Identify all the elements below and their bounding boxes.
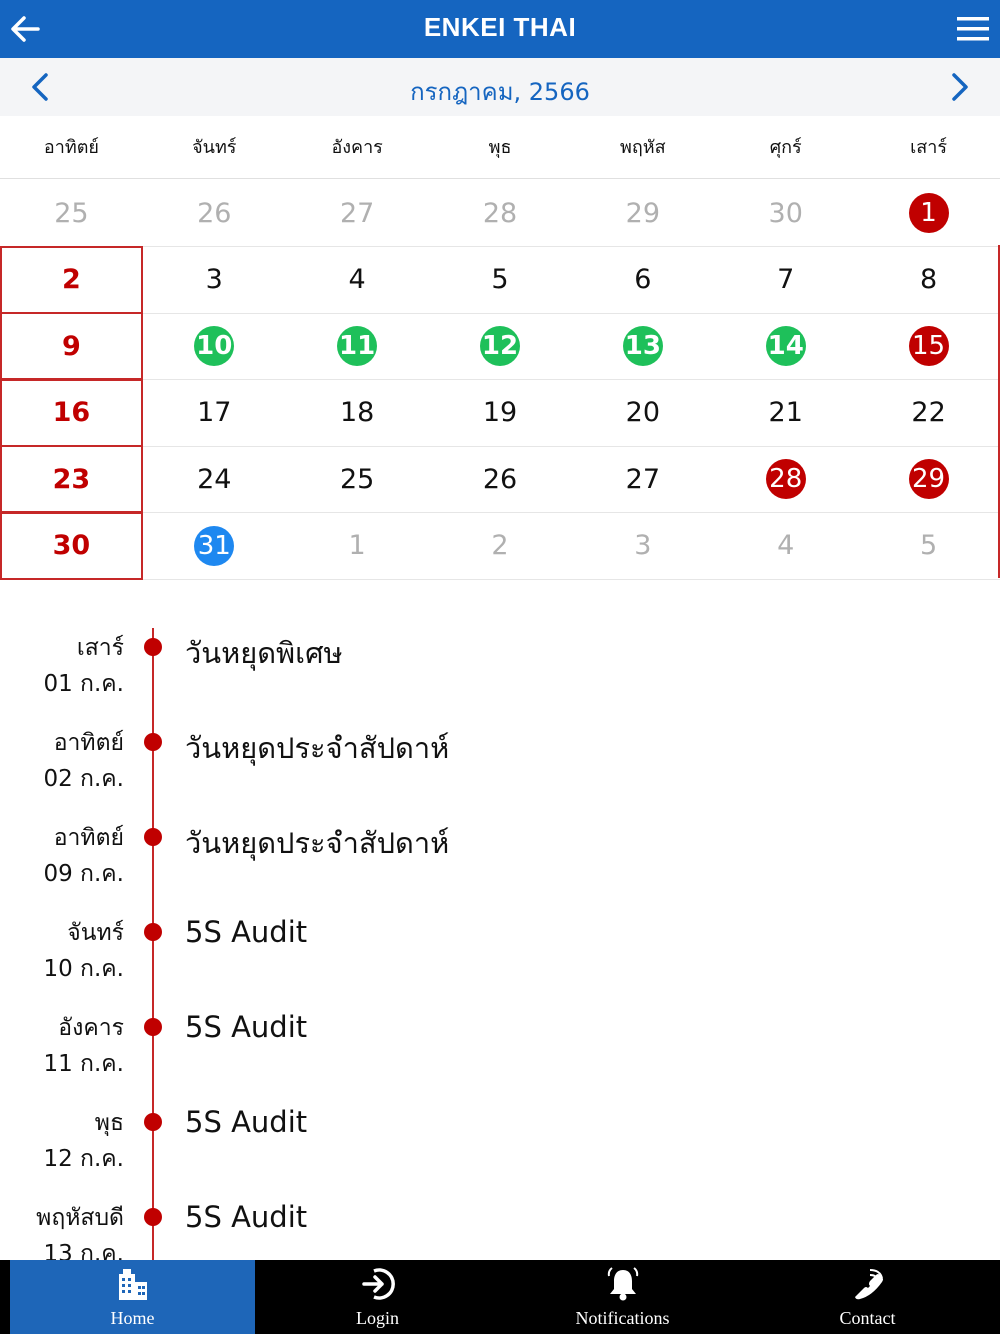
event-day-marker: 10 bbox=[194, 326, 234, 366]
weekday-label: พุธ bbox=[488, 137, 512, 158]
event-day-marker: 14 bbox=[766, 326, 806, 366]
calendar-day[interactable]: 30 bbox=[768, 197, 803, 229]
tab-label: Notifications bbox=[575, 1308, 670, 1328]
chevron-right-icon[interactable] bbox=[944, 70, 974, 104]
calendar-day[interactable]: 27 bbox=[339, 197, 375, 229]
calendar-day[interactable]: 4 bbox=[777, 530, 795, 561]
calendar-day[interactable]: 2 bbox=[491, 530, 509, 561]
event-title: 5S Audit bbox=[185, 915, 308, 949]
tab-label: Login bbox=[356, 1308, 399, 1328]
event-title: วันหยุดประจำสัปดาห์ bbox=[185, 731, 450, 765]
calendar-day[interactable] bbox=[857, 445, 1000, 513]
calendar-week-row bbox=[0, 379, 1000, 447]
timeline-dot bbox=[144, 733, 162, 751]
holiday-marker: 28 bbox=[766, 459, 806, 499]
event-item[interactable] bbox=[0, 958, 1000, 1077]
event-weekday: จันทร์ bbox=[67, 920, 124, 946]
phone-icon bbox=[850, 1266, 886, 1302]
calendar-day[interactable]: 25 bbox=[339, 463, 375, 495]
weekday-label: จันทร์ bbox=[192, 137, 237, 158]
weekday-label: พฤหัส bbox=[620, 137, 666, 158]
calendar-day[interactable]: 30 bbox=[0, 512, 143, 580]
calendar-day[interactable]: 2 bbox=[0, 246, 143, 314]
event-list bbox=[0, 578, 1000, 1260]
event-title: 5S Audit bbox=[185, 1105, 308, 1139]
event-day-marker: 11 bbox=[337, 326, 377, 366]
calendar-day[interactable]: 22 bbox=[911, 397, 946, 428]
event-title: 5S Audit bbox=[185, 1200, 308, 1234]
calendar-day[interactable]: 26 bbox=[482, 463, 518, 495]
timeline-dot bbox=[144, 923, 162, 941]
tab-home[interactable] bbox=[10, 1260, 255, 1334]
event-title: วันหยุดประจำสัปดาห์ bbox=[185, 826, 450, 860]
calendar-day[interactable] bbox=[714, 445, 857, 513]
calendar-day[interactable] bbox=[143, 312, 286, 380]
calendar-day[interactable] bbox=[857, 179, 1000, 247]
calendar-day[interactable]: 26 bbox=[197, 197, 232, 229]
app-title: ENKEI THAI bbox=[423, 12, 577, 42]
calendar-week-row bbox=[0, 445, 1000, 513]
event-title: วันหยุดพิเศษ bbox=[185, 636, 343, 670]
calendar-day[interactable]: 9 bbox=[0, 312, 143, 380]
calendar-day[interactable]: 5 bbox=[919, 530, 938, 561]
weekday-label: เสาร์ bbox=[910, 137, 948, 158]
event-date: 11 ก.ค. bbox=[43, 1051, 124, 1077]
event-date: 13 ก.ค. bbox=[43, 1241, 124, 1260]
calendar-day[interactable] bbox=[429, 312, 572, 380]
calendar-week-row bbox=[0, 246, 1000, 314]
hamburger-menu-icon[interactable] bbox=[956, 14, 990, 44]
calendar-day[interactable] bbox=[286, 312, 429, 380]
calendar-day[interactable]: 3 bbox=[634, 530, 652, 561]
calendar-day[interactable]: 16 bbox=[0, 379, 143, 447]
calendar-week-row bbox=[0, 512, 1000, 580]
calendar-grid bbox=[0, 179, 1000, 578]
timeline-dot bbox=[144, 1208, 162, 1226]
timeline-dot bbox=[144, 1113, 162, 1131]
tab-label: Home bbox=[110, 1308, 155, 1328]
calendar-day[interactable] bbox=[571, 312, 714, 380]
event-date: 01 ก.ค. bbox=[43, 671, 124, 697]
month-navigation bbox=[0, 58, 1000, 116]
timeline-dot bbox=[144, 828, 162, 846]
building-icon bbox=[115, 1266, 151, 1302]
holiday-marker: 15 bbox=[909, 326, 949, 366]
bottom-navigation bbox=[0, 1260, 1000, 1334]
weekday-header bbox=[0, 116, 1000, 179]
timeline-dot bbox=[144, 638, 162, 656]
today-marker: 31 bbox=[194, 526, 234, 566]
event-weekday: อาทิตย์ bbox=[53, 730, 124, 756]
calendar-day[interactable]: 19 bbox=[482, 397, 518, 428]
calendar-day[interactable]: 27 bbox=[625, 463, 661, 495]
event-item[interactable] bbox=[0, 863, 1000, 982]
event-item[interactable] bbox=[0, 673, 1000, 792]
calendar-day[interactable]: 24 bbox=[197, 463, 232, 495]
calendar-day[interactable] bbox=[714, 312, 857, 380]
calendar-day[interactable]: 1 bbox=[348, 530, 366, 561]
tab-login[interactable] bbox=[255, 1260, 500, 1334]
weekday-label: ศุกร์ bbox=[769, 137, 802, 158]
event-item[interactable] bbox=[0, 768, 1000, 887]
calendar-day[interactable] bbox=[857, 312, 1000, 380]
event-weekday: อังคาร bbox=[58, 1015, 124, 1041]
calendar-week-row bbox=[0, 179, 1000, 247]
event-item[interactable] bbox=[0, 1148, 1000, 1260]
login-icon bbox=[360, 1266, 396, 1302]
calendar-day[interactable]: 7 bbox=[777, 264, 795, 295]
event-day-marker: 13 bbox=[623, 326, 663, 366]
calendar-day[interactable]: 8 bbox=[919, 264, 938, 295]
event-weekday: พุธ bbox=[94, 1110, 124, 1136]
tab-notifications[interactable] bbox=[500, 1260, 745, 1334]
event-date: 10 ก.ค. bbox=[43, 956, 124, 982]
calendar-day[interactable]: 6 bbox=[634, 264, 652, 295]
event-day-marker: 12 bbox=[480, 326, 520, 366]
holiday-marker: 1 bbox=[909, 193, 949, 233]
calendar-day[interactable]: 25 bbox=[54, 197, 89, 229]
event-weekday: พฤหัสบดี bbox=[36, 1205, 124, 1231]
calendar-day[interactable]: 21 bbox=[768, 397, 803, 428]
timeline-dot bbox=[144, 1018, 162, 1036]
calendar-day[interactable]: 18 bbox=[339, 397, 375, 428]
calendar-day[interactable]: 29 bbox=[625, 197, 661, 229]
event-weekday: เสาร์ bbox=[76, 635, 124, 661]
weekday-label: อาทิตย์ bbox=[43, 137, 99, 158]
bell-icon bbox=[605, 1266, 641, 1302]
month-label[interactable]: กรกฎาคม, 2566 bbox=[410, 78, 590, 106]
calendar-day[interactable]: 5 bbox=[491, 264, 509, 295]
event-date: 09 ก.ค. bbox=[43, 861, 124, 887]
tab-label: Contact bbox=[839, 1308, 896, 1328]
calendar-day[interactable] bbox=[143, 512, 286, 580]
event-item[interactable] bbox=[0, 578, 1000, 697]
calendar-day[interactable]: 28 bbox=[482, 197, 518, 229]
app-header bbox=[0, 0, 1000, 58]
event-title: 5S Audit bbox=[185, 1010, 308, 1044]
calendar-day[interactable]: 20 bbox=[625, 397, 661, 428]
calendar-day[interactable]: 23 bbox=[0, 445, 143, 513]
calendar-day[interactable]: 4 bbox=[348, 264, 366, 295]
calendar-day[interactable]: 17 bbox=[197, 397, 232, 428]
event-weekday: อาทิตย์ bbox=[53, 825, 124, 851]
weekday-label: อังคาร bbox=[331, 137, 383, 158]
event-date: 02 ก.ค. bbox=[43, 766, 124, 792]
tab-contact[interactable] bbox=[745, 1260, 990, 1334]
event-item[interactable] bbox=[0, 1053, 1000, 1172]
calendar-week-row bbox=[0, 312, 1000, 380]
event-date: 12 ก.ค. bbox=[43, 1146, 124, 1172]
calendar-day[interactable]: 3 bbox=[205, 264, 223, 295]
holiday-marker: 29 bbox=[909, 459, 949, 499]
